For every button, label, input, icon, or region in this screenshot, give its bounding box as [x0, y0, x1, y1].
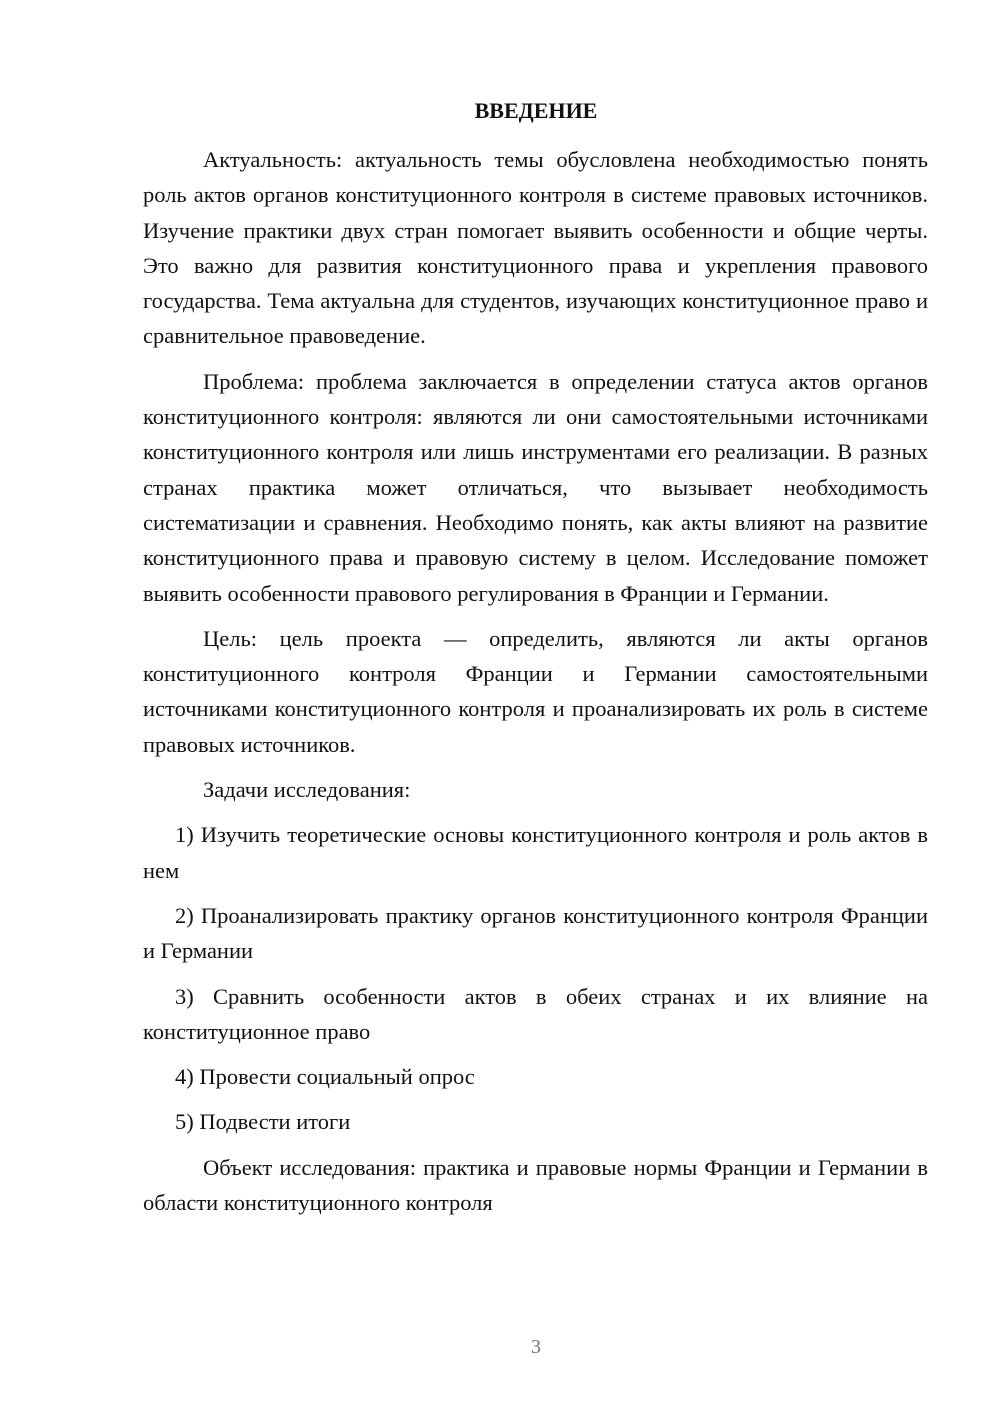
problem-paragraph: Проблема: проблема заключается в определении статуса актов органов конституционного контроля: являются ли они самостоятельными источниками конституционного контроля или лишь инструментами его реализации. В разных странах практика может отличаться, что вызывает необходимость систематизации и сравнения. Необходимо понять, как акты влияют на развитие конституционного права и правовую систему в целом. Исследование поможет выявить особенности правового регулирования в Франции и Германии. [143, 368, 928, 606]
page-number: 3 [531, 1336, 541, 1358]
section-title: ВВЕДЕНИЕ [474, 98, 598, 123]
task-item-2: 2) Проанализировать практику органов конституционного контроля Франции и Германии [143, 902, 928, 964]
task-item-1: 1) Изучить теоретические основы конституционного контроля и роль актов в нем [143, 822, 928, 883]
task-item-3: 3) Сравнить особенности актов в обеих странах и их влияние на конституционное право [143, 983, 928, 1044]
task-item-4: 4) Провести социальный опрос [175, 1064, 475, 1090]
object-paragraph: Объект исследования: практика и правовые нормы Франции и Германии в области конституционного контроля [143, 1154, 928, 1216]
goal-paragraph: Цель: цель проекта — определить, являются ли акты органов конституционного контроля Франции и Германии самостоятельными источниками конституционного контроля и проанализировать их роль в системе правовых источников. [143, 625, 928, 757]
relevance-paragraph: Актуальность: актуальность темы обусловлена необходимостью понять роль актов органов конституционного контроля в системе правовых источников. Изучение практики двух стран помогает выявить особенности и общие черты. Это важно для развития конституционного права и укрепления правового государства. Тема актуальна для студентов, изучающих конституционное право и сравнительное правоведение. [143, 147, 928, 349]
task-item-5: 5) Подвести итоги [175, 1109, 351, 1135]
tasks-heading: Задачи исследования: [203, 777, 411, 803]
document-body [143, 142, 928, 1220]
